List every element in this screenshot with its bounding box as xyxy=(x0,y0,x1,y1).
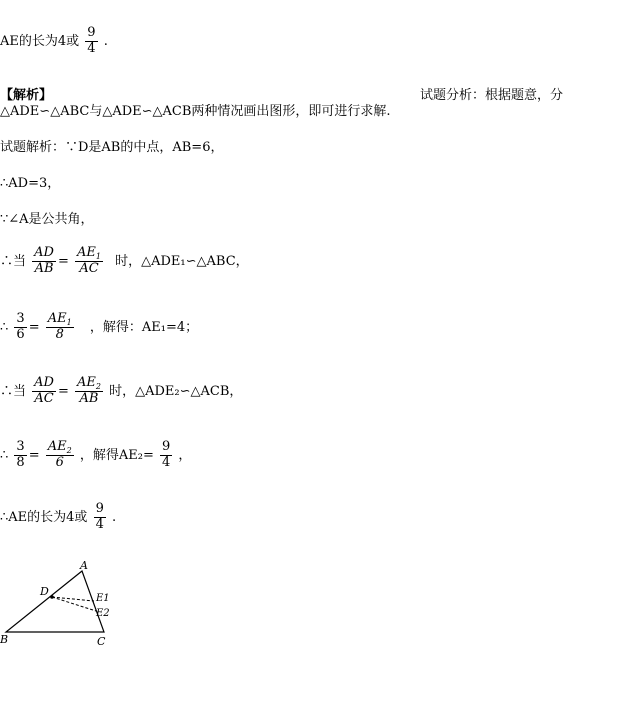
fraction-numerator: 9 xyxy=(87,25,96,40)
case2-prefix: ∴当 xyxy=(0,384,27,400)
answer-line xyxy=(0,26,108,57)
analysis-title: 试题分析：根据题意，分 xyxy=(420,88,564,103)
case1-fraction-ae1-ac xyxy=(75,246,103,277)
calc2-fraction-ae2-6 xyxy=(46,440,74,471)
label-d: D xyxy=(40,585,49,598)
label-c: C xyxy=(97,635,106,648)
answer-fraction xyxy=(85,26,97,57)
num-text: AE xyxy=(77,375,96,390)
num-text: AE xyxy=(47,439,67,454)
subscript: 2 xyxy=(95,382,101,391)
analysis-heading: 【解析】 xyxy=(0,88,53,103)
fraction-numerator: 3 xyxy=(16,311,25,327)
calc1-prefix: ∴ xyxy=(0,320,9,336)
triangle-figure xyxy=(0,555,150,655)
fraction-numerator: AD xyxy=(34,375,54,391)
conclusion-fraction xyxy=(94,502,106,533)
case2-fraction-ae2-ab xyxy=(75,376,103,407)
fraction-numerator xyxy=(46,440,74,456)
calc1-fraction-3-6 xyxy=(14,312,26,343)
num-text: AE xyxy=(47,311,67,326)
calc2-fraction-3-8 xyxy=(14,440,26,471)
fraction-denominator: 6 xyxy=(16,327,25,343)
subscript: 2 xyxy=(66,446,72,455)
answer-tail: . xyxy=(103,33,108,49)
case2-line: ∴当 $\frac{AD}{AC}$ = $\frac{AE_2}{AB}$ 时，△ADE₂∽△ACB， xyxy=(0,375,243,407)
calc1-suffix: ，解得：AE₁=4； xyxy=(89,320,199,336)
fraction-denominator: 8 xyxy=(16,455,25,471)
fraction-denominator: 4 xyxy=(87,40,96,56)
calc1-fraction-ae1-8 xyxy=(46,312,74,343)
solution-angle: ∵∠A是公共角， xyxy=(0,212,94,227)
fraction-numerator xyxy=(46,312,74,328)
case2-fraction-ad-ac xyxy=(32,376,56,407)
case1-prefix: ∴当 xyxy=(0,254,27,270)
fraction-denominator: 8 xyxy=(55,327,64,343)
label-e2: E2 xyxy=(96,608,110,619)
case1-suffix: 时，△ADE₁∽△ABC， xyxy=(115,254,249,270)
triangle-abc xyxy=(6,571,104,632)
conclusion-tail: . xyxy=(111,509,117,525)
calc1-line: ∴ $\frac{3}{6}$ = $\frac{AE_1}{8}$ ，解得：AE₁=4； xyxy=(0,311,199,343)
fraction-numerator xyxy=(75,246,103,262)
analysis-text: △ADE∽△ABC与△ADE∽△ACB两种情况画出图形，即可进行求解. xyxy=(0,104,391,119)
fraction-denominator: AC xyxy=(34,391,54,407)
fraction-denominator: AB xyxy=(79,391,99,407)
case1-line: ∴当 $\frac{AD}{AB}$ = $\frac{AE_1}{AC}$ 时，△ADE₁∽△ABC， xyxy=(0,245,249,277)
solution-intro: 试题解析：∵D是AB的中点，AB=6， xyxy=(0,140,224,155)
label-b: B xyxy=(0,633,9,646)
case1-fraction-ad-ab xyxy=(32,246,56,277)
fraction-denominator: AB xyxy=(34,261,54,277)
fraction-denominator: AC xyxy=(79,261,99,277)
calc2-suffix: ， xyxy=(178,448,192,464)
fraction-denominator: 4 xyxy=(95,516,104,532)
fraction-numerator: 9 xyxy=(161,439,171,455)
conclusion-line xyxy=(0,502,116,533)
calc2-prefix: ∴ xyxy=(0,448,9,464)
solution-ad: ∴AD=3， xyxy=(0,176,61,191)
subscript: 1 xyxy=(66,318,72,327)
fraction-numerator: 9 xyxy=(95,501,104,516)
subscript: 1 xyxy=(95,252,101,261)
answer-lead: AE的长为4或 xyxy=(0,33,80,49)
fraction-numerator xyxy=(75,376,103,392)
case2-suffix: 时，△ADE₂∽△ACB， xyxy=(109,384,243,400)
fraction-numerator: AD xyxy=(34,245,54,261)
conclusion-lead: ∴AE的长为4或 xyxy=(0,509,88,525)
calc2-line: ∴ $\frac{3}{8}$ = $\frac{AE_2}{6}$ ，解得AE₂= $\frac{9}{4}$ ， xyxy=(0,439,192,471)
calc2-mid: ，解得AE₂= xyxy=(79,448,154,464)
num-text: AE xyxy=(77,245,96,260)
label-e1: E1 xyxy=(96,593,110,604)
calc2-fraction-9-4 xyxy=(160,440,172,471)
fraction-denominator: 6 xyxy=(55,455,64,471)
fraction-denominator: 4 xyxy=(161,455,171,471)
fraction-numerator: 3 xyxy=(16,439,25,455)
label-a: A xyxy=(80,559,88,572)
point-d xyxy=(50,595,54,599)
